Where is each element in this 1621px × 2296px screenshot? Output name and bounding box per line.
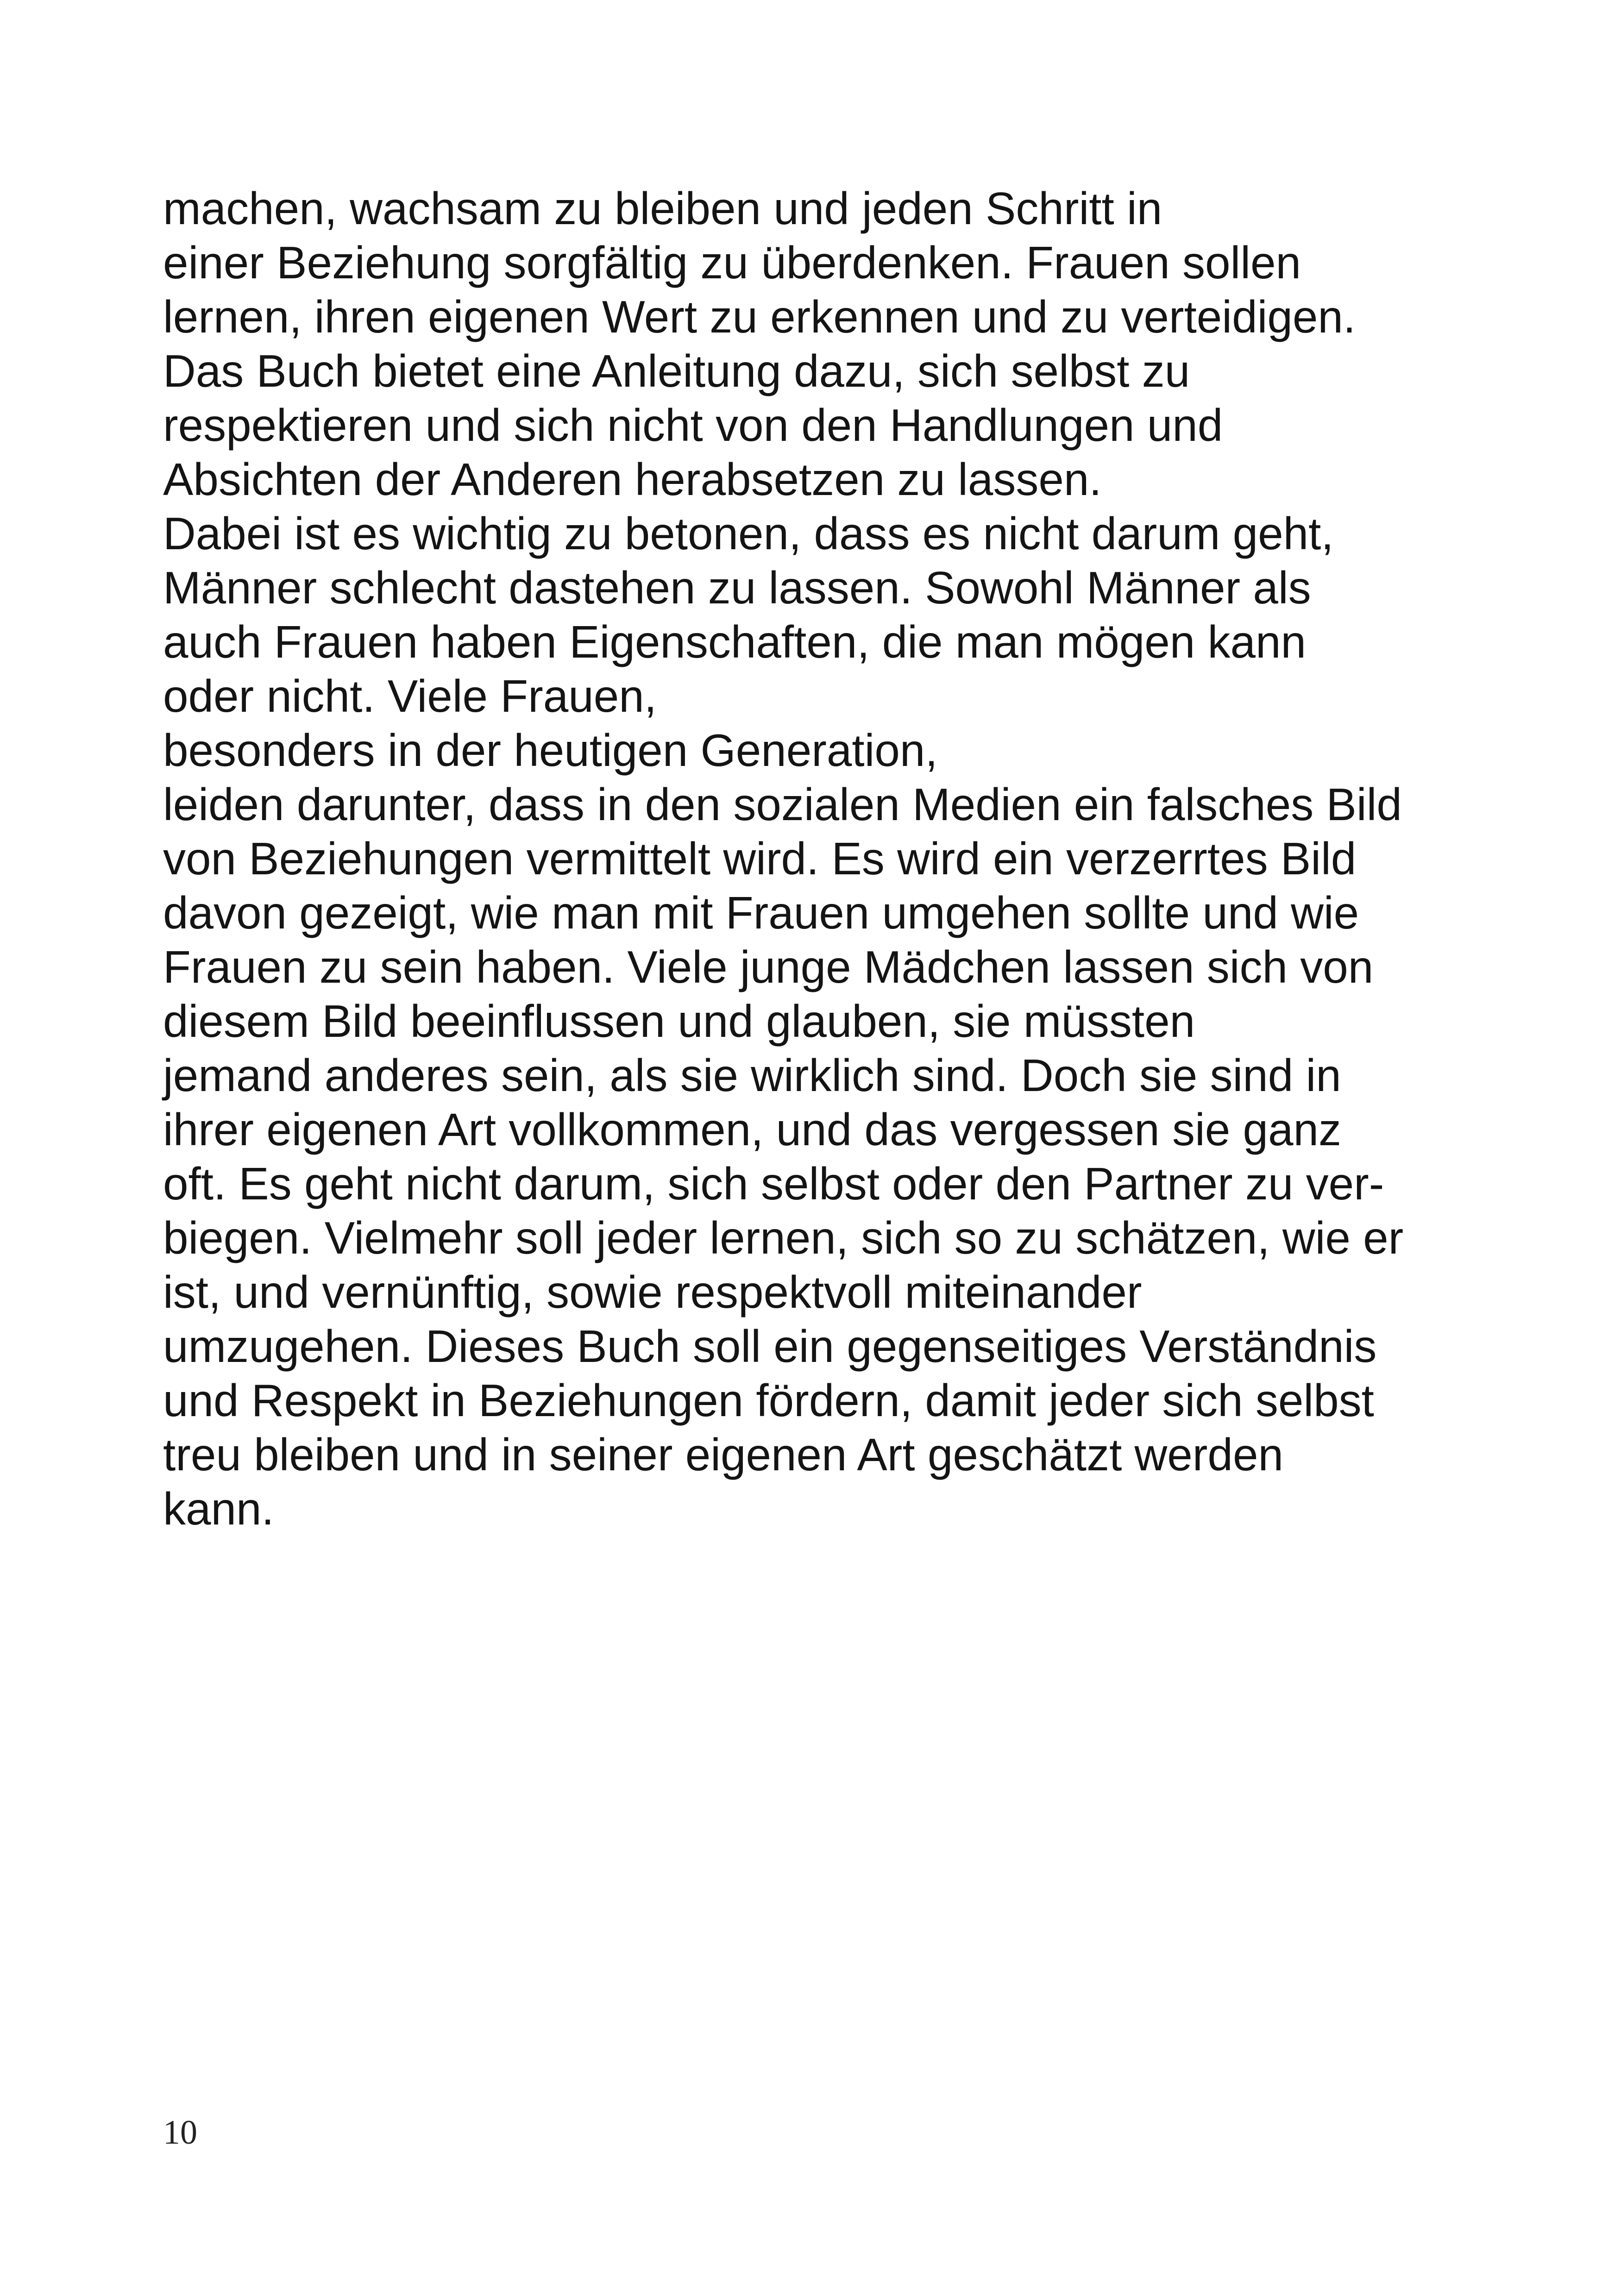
text-line: auch Frauen haben Eigenschaften, die man mögen kann <box>163 616 1307 667</box>
text-line: treu bleiben und in seiner eigenen Art geschätzt werden <box>163 1429 1283 1480</box>
text-line: biegen. Vielmehr soll jeder lernen, sich so zu schätzen, wie er <box>163 1212 1404 1263</box>
text-line: oft. Es geht nicht darum, sich selbst oder den Partner zu ver- <box>163 1158 1384 1209</box>
text-line: jemand anderes sein, als sie wirklich sind. Doch sie sind in <box>163 1050 1341 1101</box>
text-line: umzugehen. Dieses Buch soll ein gegenseitiges Verständnis <box>163 1321 1377 1372</box>
text-line: besonders in der heutigen Generation, <box>163 725 938 776</box>
text-line: davon gezeigt, wie man mit Frauen umgehen sollte und wie <box>163 887 1359 938</box>
text-line: einer Beziehung sorgfältig zu überdenken. Frauen sollen <box>163 237 1301 288</box>
text-line: Das Buch bietet eine Anleitung dazu, sich selbst zu <box>163 345 1190 396</box>
text-line: ist, und vernünftig, sowie respektvoll miteinander <box>163 1267 1142 1317</box>
text-line: Absichten der Anderen herabsetzen zu lassen. <box>163 454 1102 505</box>
text-line: diesem Bild beeinflussen und glauben, sie müssten <box>163 996 1195 1047</box>
text-line: Dabei ist es wichtig zu betonen, dass es nicht darum geht, <box>163 508 1334 559</box>
text-line: von Beziehungen vermittelt wird. Es wird ein verzerrtes Bild <box>163 833 1357 884</box>
text-line: und Respekt in Beziehungen fördern, damit jeder sich selbst <box>163 1375 1374 1426</box>
text-line: ihrer eigenen Art vollkommen, und das vergessen sie ganz <box>163 1104 1341 1155</box>
text-line: lernen, ihren eigenen Wert zu erkennen und zu verteidigen. <box>163 291 1356 342</box>
body-text <box>163 182 1506 1536</box>
text-line: machen, wachsam zu bleiben und jeden Schritt in <box>163 183 1162 234</box>
text-line: Männer schlecht dastehen zu lassen. Sowohl Männer als <box>163 562 1311 613</box>
text-line: Frauen zu sein haben. Viele junge Mädchen lassen sich von <box>163 941 1374 992</box>
text-line: respektieren und sich nicht von den Handlungen und <box>163 400 1223 451</box>
page-number: 10 <box>163 2114 197 2152</box>
text-line: oder nicht. Viele Frauen, <box>163 671 657 721</box>
text-line: leiden darunter, dass in den sozialen Medien ein falsches Bild <box>163 779 1402 830</box>
text-line: kann. <box>163 1483 274 1534</box>
